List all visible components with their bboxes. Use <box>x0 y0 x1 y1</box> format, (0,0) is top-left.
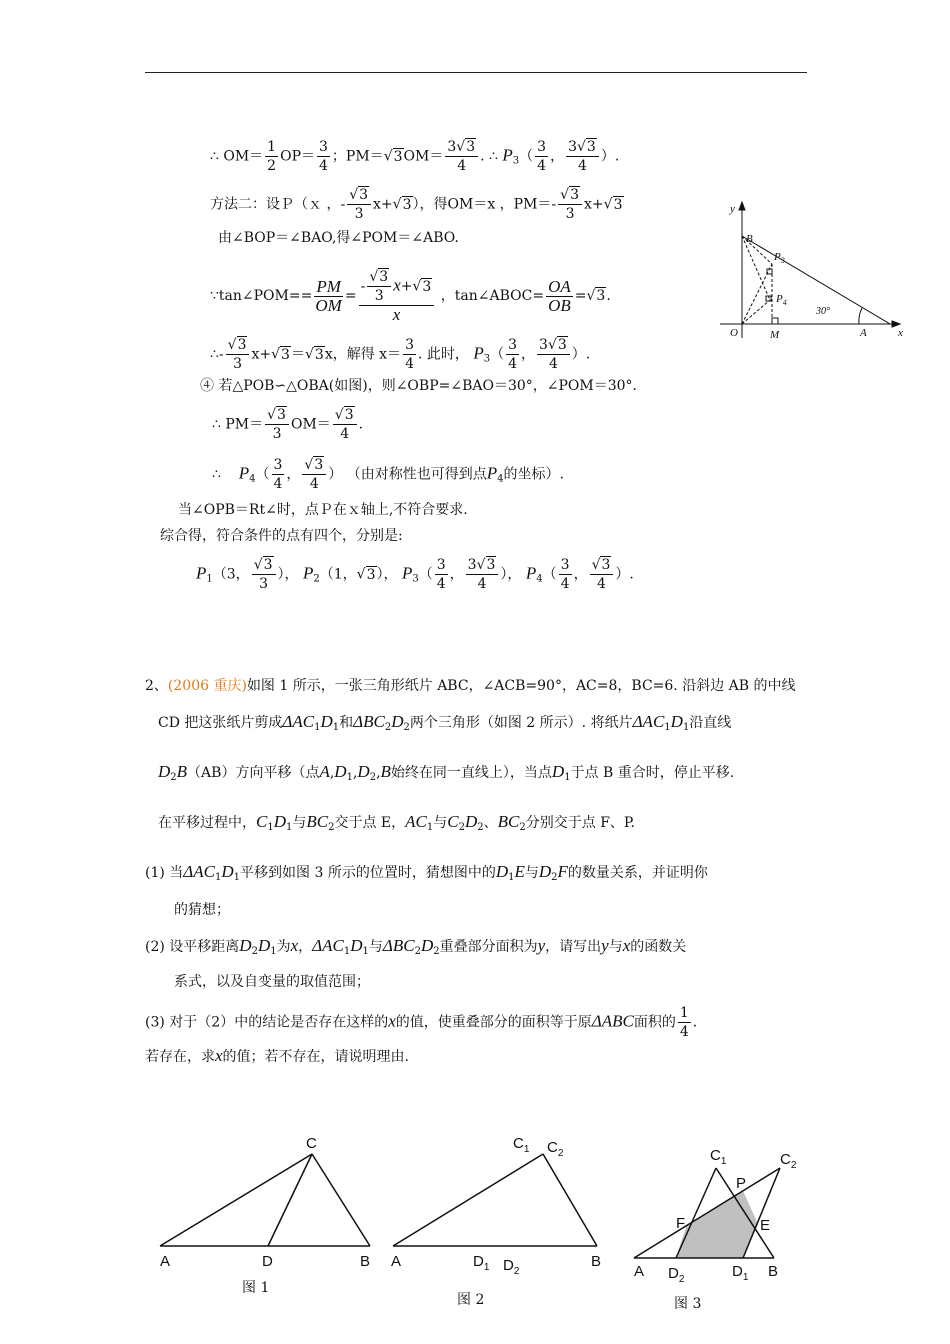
fig1-label-c: C <box>306 1135 317 1152</box>
fig3-label-a: A <box>634 1263 645 1280</box>
fig2-side-ac <box>393 1154 543 1246</box>
problem2-q2: (2) 设平移距离$D_2D_1$为x，$\Delta AC_1D_1$与$\Delta BC_2D_2$重叠部分面积为y，请写出y与x的函数关 <box>145 936 687 957</box>
fig1-label-b: B <box>360 1253 371 1270</box>
label-y: y <box>730 203 735 215</box>
problem2-q1-cont: 的猜想； <box>174 902 230 918</box>
problem2-q2-cont: 系式，以及自变量的取值范围； <box>174 974 370 990</box>
coordinate-figure <box>712 198 908 343</box>
problem2-line2: CD 把这张纸片剪成$\Delta AC_1D_1$和$\Delta BC_2D_2$两个三角形（如图 2 所示）. 将纸片$\Delta AC_1D_1$沿直线 <box>158 712 732 733</box>
fig3-caption: 图 3 <box>674 1296 702 1312</box>
label-b: B <box>746 233 753 245</box>
fig1-side-cb <box>312 1154 370 1246</box>
label-p4: $P_4$ <box>776 293 787 307</box>
label-a: A <box>860 327 867 339</box>
fig3-label-e: E <box>760 1217 771 1234</box>
solution-rt-line: 当∠OPB＝Rt∠时，点Ｐ在ｘ轴上,不符合要求. <box>178 502 468 518</box>
fig1-label-a: A <box>160 1253 171 1270</box>
fig3-label-p: P <box>736 1175 747 1192</box>
label-p3: $P_3$ <box>774 251 785 265</box>
figure-1 <box>150 1132 385 1322</box>
solution-p4-line: ∴ $P_4$（ $\frac{3}{4}$ ， $\frac{√3}{4}$ ） （由对称性也可得到点$P_4$的坐标）. <box>212 457 564 492</box>
problem2-q1: (1) 当$\Delta AC_1D_1$平移到如图 3 所示的位置时，猜想图中的$D_1E$与$D_2F$的数量关系，并证明你 <box>145 862 708 883</box>
label-o: O <box>730 327 738 339</box>
fig2-side-cb <box>543 1154 597 1246</box>
fig2-label-b: B <box>591 1253 602 1270</box>
fig2-label-d1: $D_1$ <box>473 1253 490 1273</box>
fig2-label-c1: $C_1$ <box>513 1135 530 1155</box>
fig2-label-c2: $C_2$ <box>547 1139 564 1159</box>
label-x: x <box>898 327 903 339</box>
figure-3 <box>628 1140 818 1315</box>
fig2-label-d2: $D_2$ <box>503 1257 520 1277</box>
solution-angle-line: 由∠BOP＝∠BAO,得∠POM＝∠ABO. <box>218 230 459 246</box>
solution-line-om: ∴ OM＝ $\frac{1}{2}$ OP＝ $\frac{3}{4}$ ；PM＝√3OM＝ $\frac{3√3}{4}$ . ∴ $P_3$（ $\frac{3}{4}$ ， $\frac{3√3}{4}$ ）. <box>210 139 620 174</box>
fig3-label-d1: $D_1$ <box>732 1263 749 1283</box>
right-angle-m <box>772 318 778 324</box>
solution-case4: ④ 若△POB∽△OBA(如图)，则∠OBP=∠BAO＝30°，∠POM＝30°． <box>200 378 647 394</box>
fig3-label-b: B <box>768 1263 779 1280</box>
fig2-label-a: A <box>391 1253 402 1270</box>
problem2-line3: $D_2B(AB)$方向平移（点$A,D_1,D_2,B$始终在同一直线上），当点$D_1$于点 B 重合时，停止平移. <box>158 762 735 783</box>
problem2-line1: 2、(2006 重庆)如图 1 所示，一张三角形纸片 ABC，∠ACB=90°，AC=8，BC=6. 沿斜边 AB 的中线 <box>145 678 796 694</box>
label-angle: 30° <box>816 306 830 317</box>
solution-method2: 方法二：设Ｐ（ｘ ，- $\frac{√3}{3}$ x+√3），得OM＝x ，PM＝- $\frac{√3}{3}$ x+√3 <box>210 187 623 222</box>
segment-bp4 <box>742 236 770 300</box>
y-axis-arrow <box>739 202 745 210</box>
problem2-q3-cont: 若存在，求x的值；若不存在，请说明理由. <box>145 1046 409 1065</box>
fig1-caption: 图 1 <box>242 1280 270 1296</box>
fig1-label-d: D <box>262 1253 273 1270</box>
solution-tan-line: ∵tan∠POM== $\frac{PM}{OM}$ = - $\frac{√3}{3}$ x+√3 x ，tan∠ABOC= $\frac{OA}{OB}$ =√3. <box>210 269 611 324</box>
fig2-caption: 图 2 <box>457 1292 485 1308</box>
solution-pm-line: ∴ PM＝ $\frac{√3}{3}$ OM＝ $\frac{√3}{4}$ . <box>212 407 364 442</box>
problem2-source: (2006 重庆) <box>167 678 247 694</box>
fig3-label-d2: $D_2$ <box>668 1265 685 1285</box>
header-rule <box>145 72 807 73</box>
segment-op4 <box>742 300 770 324</box>
problem2-line4: 在平移过程中，$C_1D_1$与$BC_2$交于点 E，$AC_1$与$C_2D_2$、$BC_2$分别交于点 F、P. <box>158 812 635 833</box>
figure-2 <box>385 1128 610 1324</box>
fig3-label-f: F <box>676 1215 686 1232</box>
fig3-label-c2: $C_2$ <box>780 1151 797 1171</box>
solution-summary: 综合得，符合条件的点有四个，分别是: <box>160 528 403 544</box>
fig3-label-c1: $C_1$ <box>710 1147 727 1167</box>
solution-solve-line: ∴- $\frac{√3}{3}$ x+√3＝√3x，解得 x＝ $\frac{3}{4}$ . 此时， $P_3$（ $\frac{3}{4}$ ， $\frac{3√3}{4}$ ）. <box>210 337 591 372</box>
label-m: M <box>770 329 780 341</box>
solution-points-list: $P_1(3$， $\frac{√3}{3}$ ）， $P_2(1$，√3）， $P_3$（ $\frac{3}{4}$ ， $\frac{3√3}{4}$ ）， $P_4$（ $\frac{3}{4}$ ， $\frac{√3}{4}$ ）. <box>196 557 634 592</box>
problem2-q3: (3) 对于（2）中的结论是否存在这样的x的值，使重叠部分的面积等于原ΔABC面积的 $\frac{1}{4}$ . <box>145 1005 698 1040</box>
angle-arc <box>859 308 862 324</box>
